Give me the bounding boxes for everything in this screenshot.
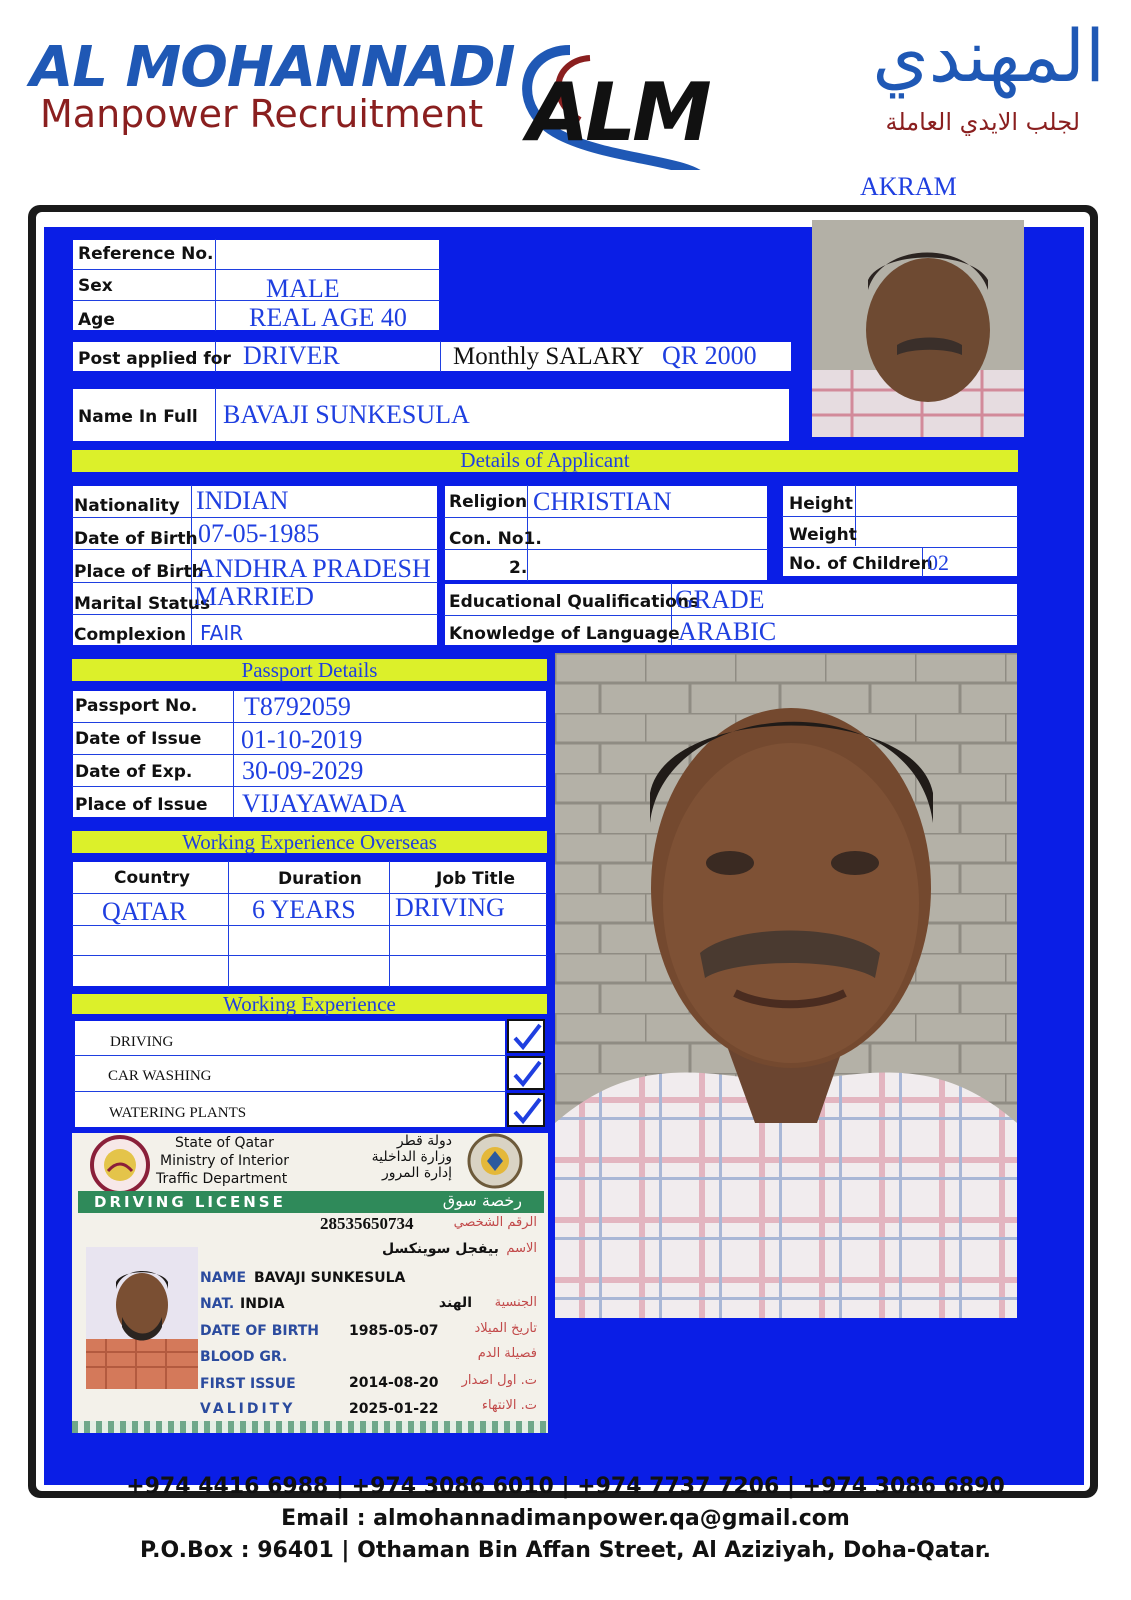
overseas-section-title: Working Experience Overseas (72, 831, 547, 853)
applicant-photo-small (812, 220, 1024, 437)
overseas-duration-value: 6 YEARS (252, 895, 356, 924)
license-dept-ar: إدارة المرور (381, 1165, 452, 1181)
license-security-strip (72, 1421, 548, 1433)
contact2-label: 2. (509, 558, 528, 578)
arabic-brand-tagline: لجلب الايدي العاملة (885, 108, 1080, 136)
license-first-issue-ar-label: ت. اول اصدار (461, 1373, 537, 1388)
marital-value: MARRIED (194, 582, 314, 611)
sex-label: Sex (78, 276, 113, 296)
age-value: REAL AGE 40 (249, 303, 407, 332)
overseas-col-job: Job Title (436, 869, 515, 889)
experience-item-watering-plants: WATERING PLANTS (109, 1105, 247, 1121)
overseas-col-duration: Duration (278, 869, 362, 889)
name-label: Name In Full (78, 407, 198, 427)
brand-tagline: Manpower Recruitment (40, 92, 484, 136)
experience-item-driving: DRIVING (110, 1034, 174, 1050)
passport-place-label: Place of Issue (75, 795, 208, 815)
license-name-label: NAME (200, 1270, 247, 1286)
driving-check-icon (507, 1019, 545, 1053)
height-label: Height (789, 494, 853, 514)
children-value: 02 (927, 550, 949, 575)
passport-expiry-label: Date of Exp. (75, 762, 193, 782)
license-dob-ar-label: تاريخ الميلاد (474, 1321, 537, 1336)
passport-place-value: VIJAYAWADA (242, 789, 407, 818)
license-first-issue-label: FIRST ISSUE (200, 1376, 296, 1392)
license-ministry-en: Ministry of Interior (160, 1153, 290, 1169)
license-nat-label: NAT. (200, 1296, 235, 1312)
brand-name: AL MOHANNADI (30, 35, 515, 100)
education-label: Educational Qualifications (449, 592, 700, 612)
license-dob-value: 1985-05-07 (349, 1323, 439, 1339)
license-ministry-ar: وزارة الداخلية (371, 1149, 452, 1165)
overseas-job-value: DRIVING (395, 893, 505, 922)
license-state-en: State of Qatar (175, 1135, 274, 1151)
license-banner-ar: رخصة سوق (442, 1191, 522, 1210)
license-blood-label: BLOOD GR. (200, 1349, 288, 1365)
age-label: Age (78, 310, 115, 330)
agent-name: AKRAM (860, 172, 957, 201)
language-value: ARABIC (678, 617, 777, 646)
passport-number-value: T8792059 (244, 692, 351, 721)
license-id-number: 28535650734 (320, 1214, 414, 1233)
salary-value: QR 2000 (662, 341, 757, 370)
sex-value: MALE (266, 274, 340, 303)
license-photo (86, 1247, 198, 1389)
passport-expiry-value: 30-09-2029 (242, 756, 364, 785)
children-label: No. of Children (789, 554, 933, 574)
passport-section-title: Passport Details (72, 659, 547, 681)
license-dept-en: Traffic Department (156, 1171, 288, 1187)
complexion-label: Complexion (74, 625, 186, 645)
experience-section-title: Working Experience (72, 994, 547, 1014)
nationality-value: INDIAN (196, 486, 289, 515)
driving-license-card (72, 1133, 548, 1433)
religion-value: CHRISTIAN (533, 487, 672, 516)
language-label: Knowledge of Language (449, 624, 680, 644)
watering-plants-check-icon (507, 1093, 545, 1127)
applicant-photo-large (555, 653, 1017, 1318)
license-nat-value: INDIA (240, 1296, 285, 1312)
weight-label: Weight (789, 525, 857, 545)
license-nat-ar-label: الجنسية (494, 1295, 537, 1310)
contact1-label: Con. No1. (449, 529, 542, 549)
arabic-brand-name: المهندي (872, 14, 1105, 98)
footer-phones: +974 4416 6988 | +974 3086 6010 | +974 7737 7206 | +974 3086 6890 (126, 1474, 1005, 1499)
overseas-col-country: Country (114, 868, 190, 888)
alm-logo (500, 40, 735, 170)
dob-label: Date of Birth (74, 529, 198, 549)
ministry-crest-icon (467, 1133, 523, 1189)
overseas-country-value: QATAR (102, 897, 187, 926)
license-dob-label: DATE OF BIRTH (200, 1323, 319, 1339)
license-validity-ar-label: ت. الانتهاء (481, 1398, 537, 1413)
education-value: GRADE (675, 585, 765, 614)
footer-address: P.O.Box : 96401 | Othaman Bin Affan Street, Al Aziziyah, Doha-Qatar. (140, 1538, 991, 1563)
passport-issue-label: Date of Issue (75, 729, 202, 749)
car-washing-check-icon (507, 1056, 545, 1090)
nationality-label: Nationality (74, 496, 180, 516)
license-blood-ar-label: فصيلة الدم (477, 1346, 537, 1361)
license-validity-value: 2025-01-22 (349, 1401, 439, 1417)
post-label: Post applied for (78, 349, 231, 369)
license-state-ar: دولة قطر (396, 1133, 452, 1149)
logo-text: ALM (527, 66, 708, 159)
name-value: BAVAJI SUNKESULA (223, 400, 470, 429)
salary-label: Monthly SALARY (453, 343, 645, 370)
license-nat-ar-value: الهند (438, 1295, 472, 1311)
license-name-value: BAVAJI SUNKESULA (254, 1270, 406, 1286)
license-name-ar-label: الاسم (506, 1241, 537, 1256)
footer-email: Email : almohannadimanpower.qa@gmail.com (281, 1506, 850, 1531)
license-validity-label: VALIDITY (200, 1401, 296, 1417)
marital-label: Marital Status (74, 594, 211, 614)
license-id-label-ar: الرقم الشخصي (453, 1215, 537, 1230)
qatar-emblem-icon (90, 1135, 150, 1195)
license-first-issue-value: 2014-08-20 (349, 1375, 439, 1391)
passport-issue-value: 01-10-2019 (241, 725, 363, 754)
pob-label: Place of Birth (74, 562, 204, 582)
passport-number-label: Passport No. (75, 696, 198, 716)
complexion-value: FAIR (200, 621, 244, 645)
license-banner-en: DRIVING LICENSE (94, 1193, 286, 1211)
applicant-section-title: Details of Applicant (72, 450, 1018, 472)
religion-label: Religion (449, 492, 528, 512)
license-name-ar: بيفجل سوينكسل (382, 1241, 499, 1257)
post-value: DRIVER (243, 341, 340, 370)
pob-value: ANDHRA PRADESH (196, 554, 431, 583)
reference-label: Reference No. (78, 244, 214, 264)
experience-item-car-washing: CAR WASHING (108, 1068, 212, 1084)
dob-value: 07-05-1985 (198, 519, 320, 548)
